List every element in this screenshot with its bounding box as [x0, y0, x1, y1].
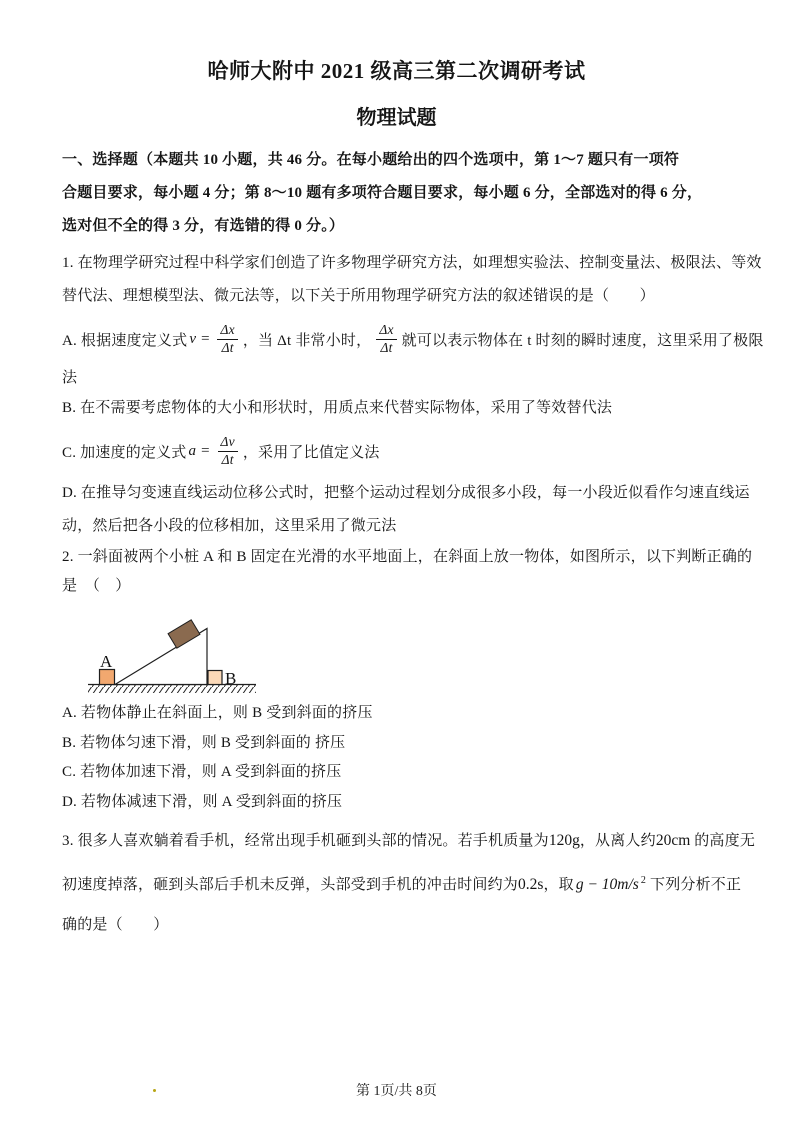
q2-option-c: C. 若物体加速下滑，则 A 受到斜面的挤压	[62, 764, 342, 780]
q1-option-a-post: 就可以表示物体在 t 时刻的瞬时速度，这里采用了极限	[401, 332, 764, 349]
q1-option-a-mid: ，当 Δt 非常小时，	[242, 332, 372, 349]
page-number-footer: 第 1页/共 8页	[356, 1084, 437, 1099]
stake-b-label: B	[225, 669, 237, 688]
q1-option-c-fraction	[218, 434, 238, 467]
instruction-line-2: 合题目要求，每小题 4 分；第 8～10 题有多项符合题目要求，每小题 6 分，全部选对的得 6 分，	[62, 185, 703, 201]
fraction-numerator: Δv	[218, 434, 238, 451]
exam-title: 哈师大附中 2021 级高三第二次调研考试	[207, 59, 586, 83]
q3-gravity-exponent: 2	[640, 875, 647, 886]
q2-option-d: D. 若物体减速下滑，则 A 受到斜面的挤压	[62, 793, 343, 810]
q1-option-c-variable: a =	[188, 442, 211, 459]
q3-stem-line-2	[62, 861, 742, 905]
q1-option-a-fraction-2	[376, 322, 396, 355]
q2-stem-line-2: 是 （ ）	[62, 578, 131, 594]
q1-option-d-line-1: D. 在推导匀变速直线运动位移公式时，把整个运动过程划分成很多小段，每一小段近似看作匀速直线运	[62, 485, 750, 501]
q3-l2-post: 下列分析不正	[646, 877, 742, 893]
question-3	[62, 821, 756, 945]
q1-option-c	[62, 425, 731, 477]
q3-l1-post: 的高度无	[690, 833, 756, 849]
fraction-denominator: Δt	[221, 451, 234, 467]
q1-stem-line-2: 替代法、理想模型法、微元法等，以下关于所用物理学研究方法的叙述错误的是（ ）	[62, 288, 655, 304]
q3-mass-value: 120g	[548, 832, 580, 849]
q3-l2-mid: ，取	[543, 877, 574, 893]
q3-stem-line-1	[62, 821, 756, 861]
q3-l1-mid: ，从离人约	[579, 833, 656, 849]
q3-time-value: 0.2s	[518, 876, 544, 893]
fraction-denominator: Δt	[380, 339, 393, 355]
incline-diagram	[74, 607, 284, 699]
q1-option-a	[62, 313, 764, 365]
q1-option-a-pre: A. 根据速度定义式	[62, 332, 188, 349]
question-2	[62, 543, 753, 817]
question-1	[62, 247, 764, 543]
fraction-denominator: Δt	[221, 339, 234, 355]
exam-subtitle: 物理试题	[356, 107, 437, 129]
scan-artifact-dot	[153, 1089, 156, 1092]
q3-l2-pre: 初速度掉落，砸到头部后手机未反弹，头部受到手机的冲击时间约为	[62, 877, 519, 893]
q2-options	[62, 699, 731, 817]
instruction-line-1: 一、选择题（本题共 10 小题，共 46 分。在每小题给出的四个选项中，第 1～7 题只有一项符	[62, 152, 680, 168]
q1-stem-line-1: 1. 在物理学研究过程中科学家们创造了许多物理学研究方法，如理想实验法、控制变量法、极限法、等效	[62, 255, 762, 271]
q1-option-a-continuation: 法	[62, 370, 78, 386]
fraction-numerator: Δx	[217, 322, 237, 339]
stake-a-label: A	[100, 652, 113, 671]
q2-option-a: A. 若物体静止在斜面上，则 B 受到斜面的挤压	[62, 705, 373, 721]
q3-gravity-value: g − 10m/s	[575, 876, 639, 893]
q3-l1-pre: 3. 很多人喜欢躺着看手机，经常出现手机砸到头部的情况。若手机质量为	[62, 833, 549, 849]
q3-height-value: 20cm	[655, 832, 691, 849]
instruction-line-3: 选对但不全的得 3 分，有选错的得 0 分。）	[62, 218, 345, 234]
fraction-numerator: Δx	[376, 322, 396, 339]
q1-option-a-variable: v =	[189, 330, 211, 347]
q1-option-c-post: ，采用了比值定义法	[242, 444, 380, 461]
q2-stem-line-1: 2. 一斜面被两个小桩 A 和 B 固定在光滑的水平地面上，在斜面上放一物体，如图所示，以下判断正确的	[62, 549, 753, 565]
q3-stem-line-3: 确的是（ ）	[62, 917, 169, 933]
q2-incline-figure	[74, 607, 284, 699]
q1-option-c-pre: C. 加速度的定义式	[62, 444, 187, 461]
stake-b	[208, 671, 222, 685]
q1-option-d-line-2: 动，然后把各小段的位移相加，这里采用了微元法	[62, 518, 397, 534]
q1-option-a-fraction-1	[217, 322, 237, 355]
stake-a	[100, 670, 115, 685]
q2-option-b: B. 若物体匀速下滑，则 B 受到斜面的 挤压	[62, 734, 346, 751]
q1-option-b: B. 在不需要考虑物体的大小和形状时，用质点来代替实际物体，采用了等效替代法	[62, 400, 613, 416]
section-instructions	[62, 144, 731, 243]
